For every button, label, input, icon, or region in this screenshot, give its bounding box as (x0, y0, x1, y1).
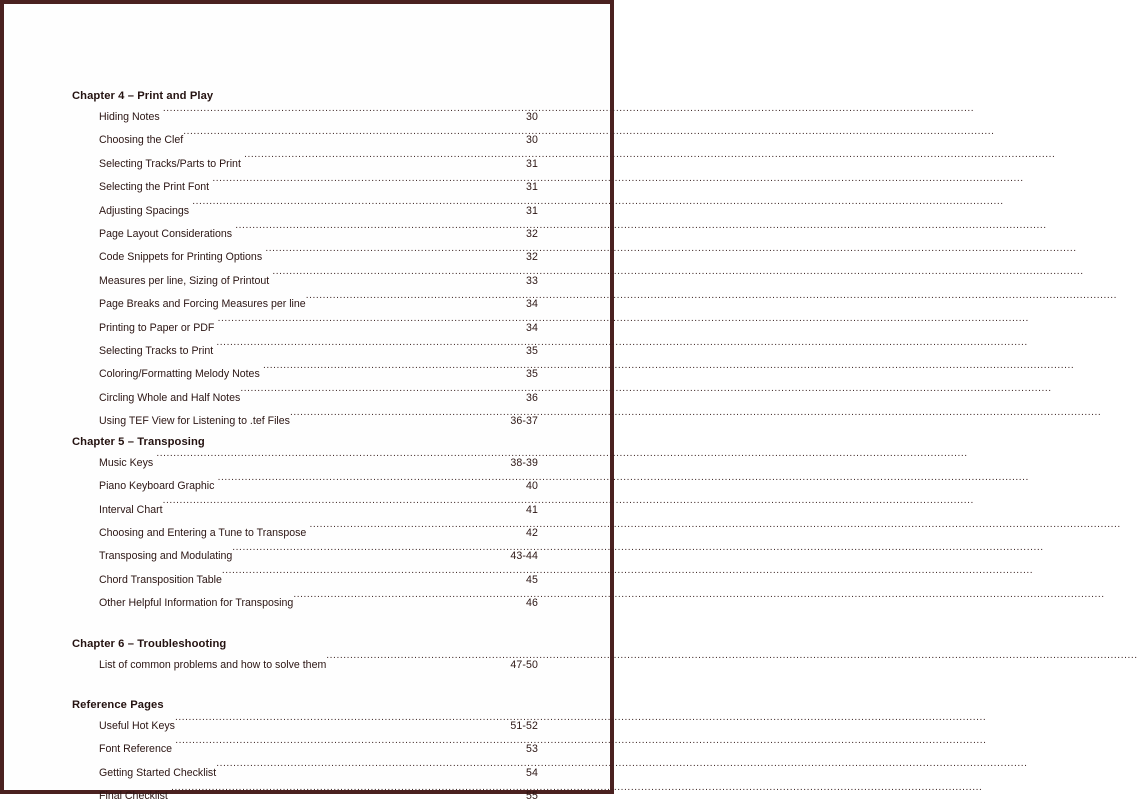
chapter-heading: Chapter 6 – Troubleshooting (72, 637, 227, 650)
toc-entry-page-number: 35 (526, 368, 538, 381)
toc-entry-page-number: 42 (526, 526, 538, 539)
toc-entry-title: Selecting Tracks to Print (99, 345, 214, 358)
toc-entry-title: Printing to Paper or PDF (99, 321, 215, 334)
toc-entry-page-number: 32 (526, 251, 538, 264)
toc-entry-page-number: 53 (526, 743, 538, 756)
toc-entry-title: Page Layout Considerations (99, 228, 233, 241)
toc-entry-page-number: 47-50 (510, 658, 538, 671)
toc-entry-title: Measures per line, Sizing of Printout (99, 274, 270, 287)
toc-entry-page-number: 43-44 (510, 550, 538, 563)
toc-entry-title: Coloring/Formatting Melody Notes (99, 368, 260, 381)
dot-leader (212, 180, 526, 191)
toc-entry-page-number: 35 (526, 345, 538, 358)
toc-entry-page-number: 55 (526, 790, 538, 803)
dot-leader (306, 297, 526, 308)
toc-entry-title: Circling Whole and Half Notes (99, 391, 241, 404)
dot-leader (290, 414, 510, 425)
dot-leader (222, 572, 526, 583)
toc-entry-title: Interval Chart (99, 503, 163, 516)
toc-entry-title: Transposing and Modulating (99, 550, 233, 563)
chapter-heading: Reference Pages (72, 698, 164, 711)
toc-entry[interactable] (72, 592, 538, 615)
toc-entry-title: Choosing and Entering a Tune to Transpose (99, 526, 307, 539)
dot-leader (218, 320, 526, 331)
toc-entry-title: Selecting the Print Font (99, 181, 210, 194)
dot-leader (310, 525, 527, 536)
dot-leader (293, 596, 526, 607)
toc-entry-page-number: 31 (526, 204, 538, 217)
dot-leader (265, 250, 526, 261)
dot-leader (175, 718, 510, 729)
dot-leader (218, 479, 526, 490)
section-gap (72, 616, 538, 636)
toc-entry-title: Choosing the Clef (99, 134, 184, 147)
toc-entry-page-number: 41 (526, 503, 538, 516)
chapter-heading: Chapter 4 – Print and Play (72, 90, 214, 102)
toc-entry-title: Music Keys (99, 456, 154, 469)
toc-entry-page-number: 36 (526, 391, 538, 404)
dot-leader (232, 549, 510, 560)
toc-entry-page-number: 40 (526, 480, 538, 493)
toc-entry-title: Useful Hot Keys (99, 719, 175, 732)
dot-leader (240, 390, 526, 401)
toc-entry-title: Chord Transposition Table (99, 573, 222, 586)
toc-entry-page-number: 45 (526, 573, 538, 586)
dot-leader (163, 502, 526, 513)
toc-entry-title: Code Snippets for Printing Options (99, 251, 263, 264)
dot-leader (244, 156, 526, 167)
dot-leader (183, 133, 526, 144)
toc-entry-title: Page Breaks and Forcing Measures per line (99, 298, 306, 311)
toc-entry-page-number: 38-39 (510, 456, 538, 469)
toc-entry[interactable] (72, 410, 538, 433)
dot-leader (156, 455, 510, 466)
toc-entry-page-number: 33 (526, 274, 538, 287)
toc-entry-title: Selecting Tracks/Parts to Print (99, 157, 241, 170)
dot-leader (216, 343, 526, 354)
chapter-heading: Chapter 5 – Transposing (72, 435, 205, 448)
dot-leader (235, 226, 526, 237)
toc-entry-page-number: 36-37 (510, 415, 538, 428)
dot-leader (175, 742, 526, 753)
table-of-contents (72, 88, 538, 809)
toc-entry-page-number: 30 (526, 134, 538, 147)
dot-leader (192, 203, 526, 214)
toc-entry-title: List of common problems and how to solve them (99, 658, 327, 671)
toc-entry-title: Adjusting Spacings (99, 204, 190, 217)
toc-entry[interactable] (72, 785, 538, 808)
dot-leader (263, 367, 526, 378)
toc-entry-title: Other Helpful Information for Transposing (99, 597, 294, 610)
toc-entry-title: Piano Keyboard Graphic (99, 480, 215, 493)
toc-entry-title: Using TEF View for Listening to .tef Files (99, 415, 290, 428)
toc-entry-title: Getting Started Checklist (99, 766, 217, 779)
toc-entry-page-number: 51-52 (510, 719, 538, 732)
dot-leader (171, 789, 526, 800)
dot-leader (163, 109, 526, 120)
toc-entry-page-number: 34 (526, 298, 538, 311)
toc-entry-page-number: 31 (526, 157, 538, 170)
toc-entry-page-number: 54 (526, 766, 538, 779)
toc-entry-title: Font Reference (99, 743, 173, 756)
dot-leader (272, 273, 526, 284)
dot-leader (216, 765, 526, 776)
toc-entry[interactable] (72, 654, 538, 677)
toc-entry-page-number: 46 (526, 597, 538, 610)
toc-entry-title: Final Checklist (99, 790, 168, 803)
toc-entry-page-number: 30 (526, 111, 538, 123)
section-gap (72, 677, 538, 697)
toc-entry-title: Hiding Notes (99, 111, 160, 123)
toc-entry-page-number: 32 (526, 228, 538, 241)
toc-entry-page-number: 34 (526, 321, 538, 334)
page-content-area (4, 4, 610, 803)
toc-entry-page-number: 31 (526, 181, 538, 194)
dot-leader (326, 657, 510, 668)
